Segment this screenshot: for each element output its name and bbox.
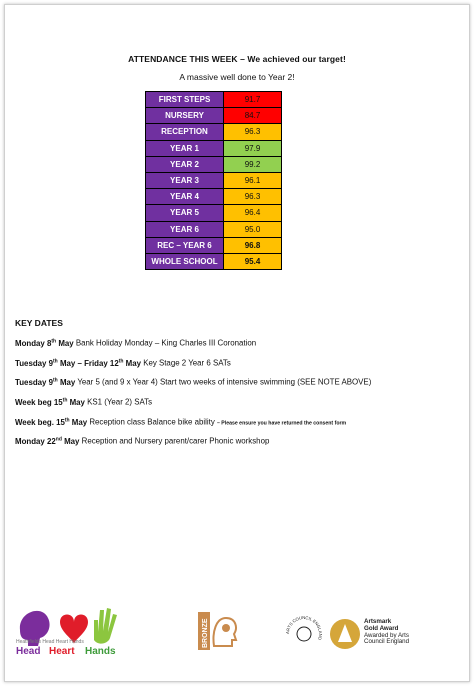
key-date-item — [15, 377, 371, 387]
attendance-row — [146, 189, 282, 205]
key-date-when — [15, 418, 87, 427]
hhh-top-text: Heathfields Head Heart Hands — [16, 639, 84, 645]
date-ordinal: th — [51, 338, 57, 344]
bronze-text: BRONZE — [202, 618, 209, 648]
key-date-when — [15, 339, 74, 348]
date-ordinal: th — [53, 377, 58, 383]
date-ordinal: th — [64, 417, 70, 423]
date-part: Monday 8 — [15, 338, 52, 348]
attendance-row — [146, 172, 282, 188]
attendance-value: 84.7 — [224, 108, 282, 124]
attendance-label: YEAR 6 — [146, 221, 224, 237]
attendance-row — [146, 108, 282, 124]
attendance-value: 97.9 — [224, 140, 282, 156]
key-date-when — [15, 378, 75, 387]
key-date-description: Reception and Nursery parent/carer Phonic workshop — [79, 436, 270, 446]
attendance-row — [146, 205, 282, 221]
date-part: May — [123, 358, 141, 368]
attendance-label: WHOLE SCHOOL — [146, 253, 224, 269]
date-part: May — [67, 397, 85, 407]
attendance-row — [146, 92, 282, 108]
attendance-subheading: A massive well done to Year 2! — [179, 72, 295, 82]
key-date-description: KS1 (Year 2) SATs — [84, 397, 153, 407]
date-part: Week beg 15 — [15, 397, 63, 407]
key-date-description: Reception class Balance bike ability — [87, 417, 217, 427]
hhh-head-text: Head — [16, 646, 41, 656]
attendance-row — [146, 221, 282, 237]
key-date-when — [15, 398, 85, 407]
key-date-description: Bank Holiday Monday – King Charles III Coronation — [73, 338, 257, 348]
date-part: Tuesday 9 — [15, 377, 54, 387]
attendance-row — [146, 253, 282, 269]
key-date-item — [15, 436, 269, 446]
arts-council-logo — [284, 614, 324, 654]
key-date-item — [15, 417, 346, 427]
key-dates-title: KEY DATES — [15, 318, 63, 328]
attendance-row — [146, 156, 282, 172]
head-heart-hands-logo — [14, 600, 120, 656]
attendance-label: REC – YEAR 6 — [146, 237, 224, 253]
date-ordinal: th — [53, 358, 58, 364]
date-part: Monday 22 — [15, 436, 56, 446]
attendance-value: 96.4 — [224, 205, 282, 221]
attendance-label: RECEPTION — [146, 124, 224, 140]
attendance-value: 91.7 — [224, 92, 282, 108]
key-date-when — [15, 437, 79, 446]
key-date-description: Key Stage 2 Year 6 SATs — [141, 358, 231, 368]
date-part: Tuesday 9 — [15, 358, 54, 368]
date-part: May — [61, 436, 80, 446]
key-date-description: Year 5 (and 9 x Year 4) Start two weeks of intensive swimming (SEE NOTE ABOVE) — [75, 377, 372, 387]
hhh-hands-text: Hands — [85, 646, 116, 656]
artsmark-line4: Council England — [364, 638, 410, 646]
attendance-table — [145, 91, 282, 270]
attendance-value: 99.2 — [224, 156, 282, 172]
attendance-row — [146, 237, 282, 253]
attendance-value: 95.4 — [224, 253, 282, 269]
date-part: May — [69, 417, 88, 427]
attendance-row — [146, 124, 282, 140]
attendance-value: 95.0 — [224, 221, 282, 237]
artsmark-text — [364, 619, 409, 646]
artsmark-line2: Gold Award — [364, 624, 399, 632]
date-part: May — [56, 338, 74, 348]
arts-council-ring-text: ARTS COUNCIL ENGLAND — [284, 614, 324, 641]
artsmark-line3: Awarded by Arts — [364, 631, 409, 639]
key-date-item — [15, 358, 231, 368]
date-ordinal: th — [118, 358, 124, 364]
attendance-value: 96.3 — [224, 189, 282, 205]
attendance-heading: ATTENDANCE THIS WEEK – We achieved our target! — [128, 54, 346, 64]
attendance-value: 96.3 — [224, 124, 282, 140]
attendance-label: YEAR 4 — [146, 189, 224, 205]
date-part: May – Friday 12 — [57, 358, 119, 368]
artsmark-title: Artsmark — [364, 618, 392, 625]
hhh-heart-text: Heart — [49, 646, 75, 656]
attendance-value: 96.1 — [224, 172, 282, 188]
attendance-label: NURSERY — [146, 108, 224, 124]
bronze-award-logo — [196, 610, 240, 652]
key-date-item — [15, 397, 152, 407]
attendance-row — [146, 140, 282, 156]
date-part: Week beg. 15 — [15, 417, 65, 427]
date-ordinal: nd — [55, 436, 62, 442]
attendance-label: FIRST STEPS — [146, 92, 224, 108]
attendance-value: 96.8 — [224, 237, 282, 253]
key-date-note: – Please ensure you have returned the consent form — [216, 420, 347, 427]
date-ordinal: th — [62, 397, 68, 403]
attendance-label: YEAR 5 — [146, 205, 224, 221]
attendance-label: YEAR 1 — [146, 140, 224, 156]
key-date-item — [15, 338, 256, 348]
key-date-when — [15, 359, 141, 368]
date-part: May — [57, 377, 76, 387]
attendance-label: YEAR 2 — [146, 156, 224, 172]
attendance-label: YEAR 3 — [146, 172, 224, 188]
